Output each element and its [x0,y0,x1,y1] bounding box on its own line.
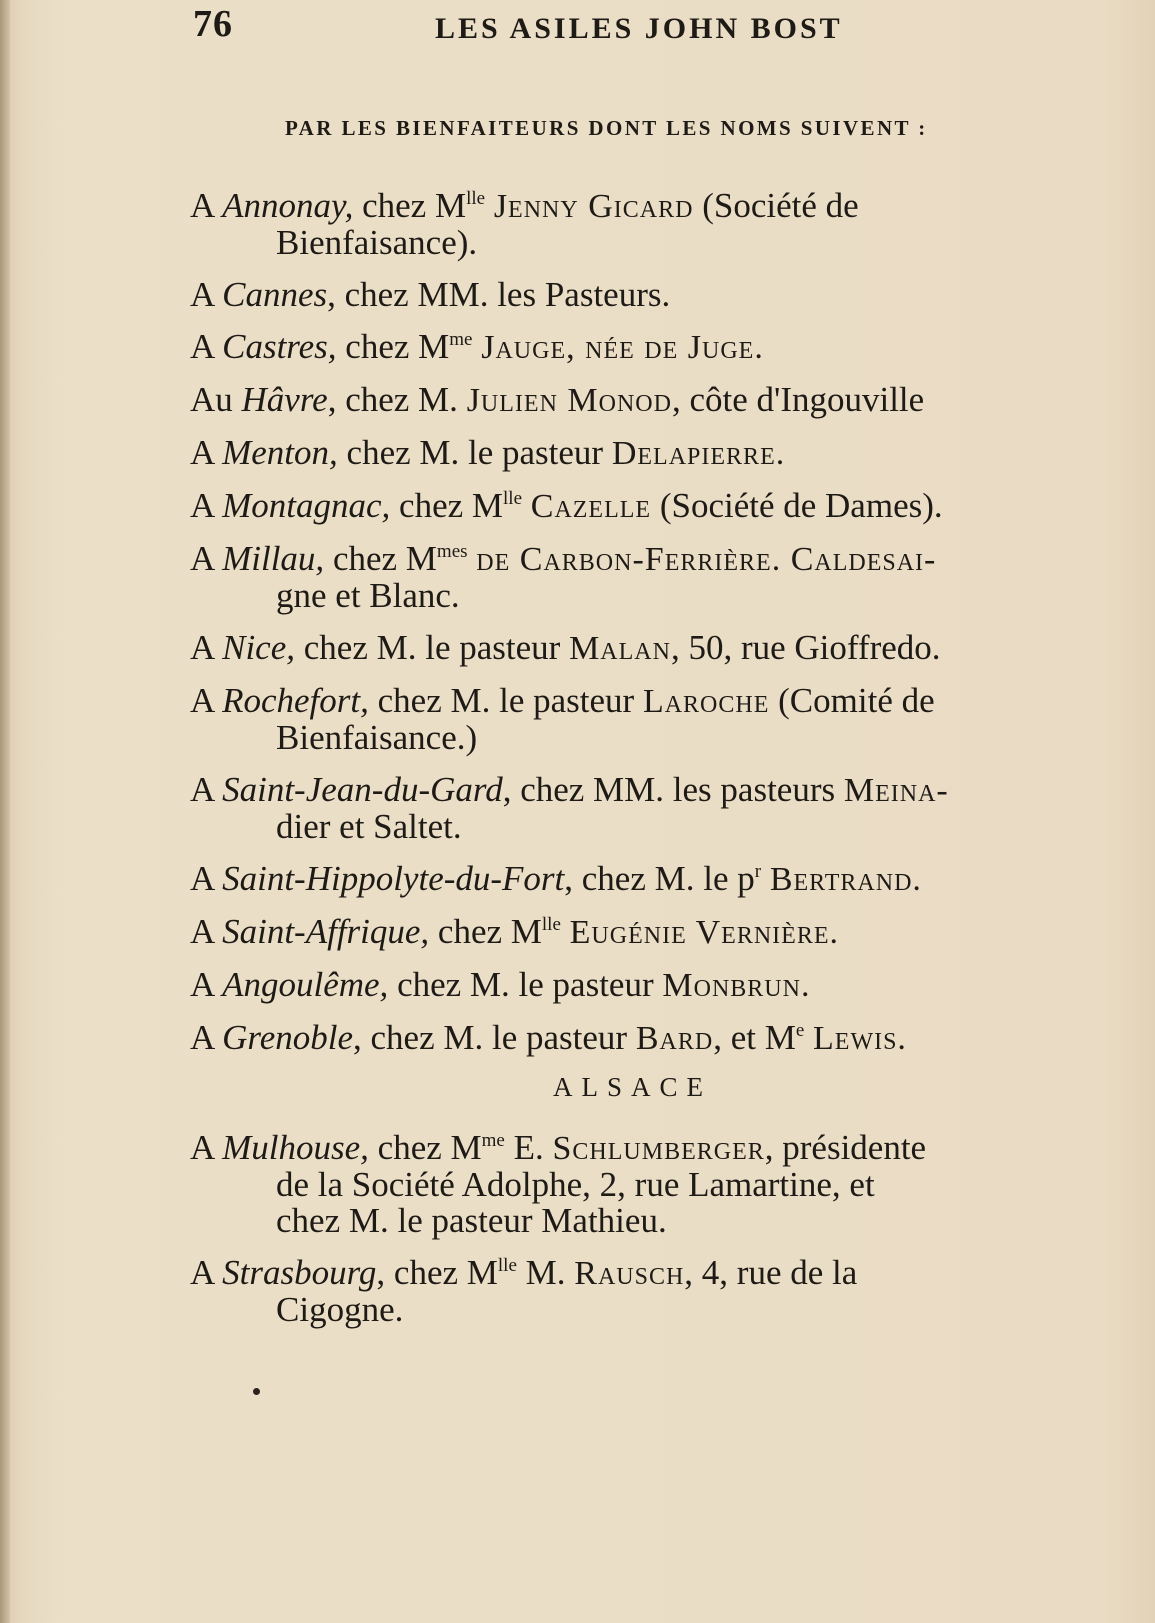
entry-name: Malan [569,630,671,667]
running-title: LES ASILES JOHN BOST [435,12,843,45]
entry-text: , et M [713,1018,796,1057]
entry-text: chez M [336,327,450,366]
list-item [190,630,1145,667]
entry-city: Cannes [222,275,328,314]
list-item [190,861,1145,898]
alsace-entries-list [190,1130,1145,1344]
entry-continuation: Bienfaisance.) [276,718,478,757]
entry-text [561,912,570,951]
list-item [190,188,1145,261]
entry-name: Lewis. [813,1020,907,1057]
entry-city: Castres, [222,327,337,366]
entry-text: chez M [429,912,542,951]
entry-city: Rochefort, [222,681,369,720]
entry-text: (Comité de [769,681,935,720]
entry-text: chez M. le pasteur [295,628,570,667]
entry-name: Meina- [843,772,949,809]
list-item [190,488,1145,525]
entry-text: (Société de [693,186,859,225]
entry-name: Julien Monod [466,382,672,419]
entry-prefix: Au [190,380,242,419]
entry-name: Jenny Gicard [493,188,694,225]
entry-text: , 4, rue de la [684,1253,858,1292]
entry-text [468,539,477,578]
entry-text: , côte d'Ingouville [671,380,925,419]
entry-superscript: lle [541,914,561,935]
list-item [190,435,1145,472]
entry-name: Bertrand. [769,861,922,898]
list-item [190,1255,1145,1328]
entry-text: chez M [368,1128,482,1167]
page-binding-edge [0,0,10,1623]
entry-prefix: A [190,539,223,578]
entry-city: Grenoble [222,1018,354,1057]
entry-text [522,486,531,525]
intro-heading: PAR LES BIENFAITEURS DONT LES NOMS SUIVENT : [285,116,928,140]
entry-text: , chez M. le p [564,859,755,898]
entry-superscript: lle [497,1255,517,1276]
entry-prefix: A [190,965,223,1004]
entry-name: Jauge, née de Juge. [481,329,764,366]
entry-name: Monbrun. [662,967,811,1004]
entry-text: , présidente [764,1128,927,1167]
list-item [190,541,1145,614]
entry-text: chez M. le pasteur [368,681,643,720]
entry-continuation: Bienfaisance). [276,223,478,262]
entry-city: Millau, [222,539,325,578]
entry-prefix: A [190,912,223,951]
ink-spot [253,1388,260,1395]
list-item [190,1130,1145,1239]
entry-city: Montagnac, [222,486,391,525]
entry-text: chez M. le pasteur [337,433,612,472]
entry-city: Strasbourg [222,1253,377,1292]
list-item [190,772,1145,845]
entry-city: Angoulême, [222,965,389,1004]
entry-text: , chez M. [327,380,467,419]
entry-prefix: A [190,275,223,314]
entry-text: chez M. le pasteur [388,965,663,1004]
entry-city: Nice, [222,628,295,667]
section-title-alsace: ALSACE [552,1072,712,1102]
entry-continuation: dier et Saltet. [276,807,462,846]
entry-text: , chez M. le pasteur [353,1018,636,1057]
entry-continuation: chez M. le pasteur Mathieu. [276,1201,667,1240]
entry-prefix: A [190,327,223,366]
entry-continuation: de la Société Adolphe, 2, rue Lamartine, et [276,1165,875,1204]
entry-prefix: A [190,433,223,472]
entry-superscript: me [481,1130,505,1151]
entry-superscript: mes [436,541,468,562]
page-header [185,2,1115,54]
entry-continuation: gne et Blanc. [276,576,460,615]
entry-prefix: A [190,859,223,898]
entry-text: (Société de Dames). [651,486,943,525]
entry-city: Mulhouse, [222,1128,369,1167]
entry-prefix: A [190,186,223,225]
entries-list [190,188,1145,1073]
entry-city: Hâvre [241,380,328,419]
entry-city: Menton, [222,433,338,472]
entry-text [485,186,494,225]
entry-superscript: lle [466,188,486,209]
entry-name: Delapierre. [611,435,786,472]
entry-text: E. [504,1128,553,1167]
entry-city: Annonay, [222,186,354,225]
entry-superscript: e [795,1020,805,1041]
entry-name: Laroche [642,683,770,720]
entry-name: de Carbon-Ferrière. Caldesai- [476,541,937,578]
entry-prefix: A [190,1253,223,1292]
entry-text: , chez M [376,1253,498,1292]
entry-name: Rausch [574,1255,685,1292]
entry-text: chez M [324,539,437,578]
list-item [190,1020,1145,1057]
list-item [190,683,1145,756]
entry-prefix: A [190,628,223,667]
entry-prefix: A [190,681,223,720]
list-item [190,277,1145,313]
entry-name: Cazelle [530,488,652,525]
list-item [190,914,1145,951]
entry-superscript: r [754,861,762,882]
entry-text: , chez MM. les Pasteurs. [327,275,671,314]
entry-prefix: A [190,486,223,525]
entry-prefix: A [190,1018,223,1057]
entry-continuation: Cigogne. [276,1290,404,1329]
entry-text [472,327,481,366]
entry-text: chez M [353,186,467,225]
entry-name: Eugénie Vernière. [569,914,839,951]
entry-name: Schlumberger [552,1130,765,1167]
entry-text: , chez MM. les pasteurs [502,770,844,809]
entry-prefix: A [190,1128,223,1167]
entry-text: chez M [390,486,504,525]
entry-text [761,859,770,898]
entry-name: Bard [635,1020,714,1057]
list-item [190,329,1145,366]
entry-text: M. [516,1253,575,1292]
entry-city: Saint-Affrique, [222,912,430,951]
page-number: 76 [193,3,233,45]
entry-prefix: A [190,770,223,809]
entry-superscript: lle [503,488,523,509]
list-item [190,382,1145,419]
entry-city: Saint-Hippolyte-du-Fort [222,859,565,898]
entry-superscript: me [449,329,473,350]
entry-text: , 50, rue Gioffredo. [670,628,941,667]
entry-city: Saint-Jean-du-Gard [222,770,503,809]
list-item [190,967,1145,1004]
